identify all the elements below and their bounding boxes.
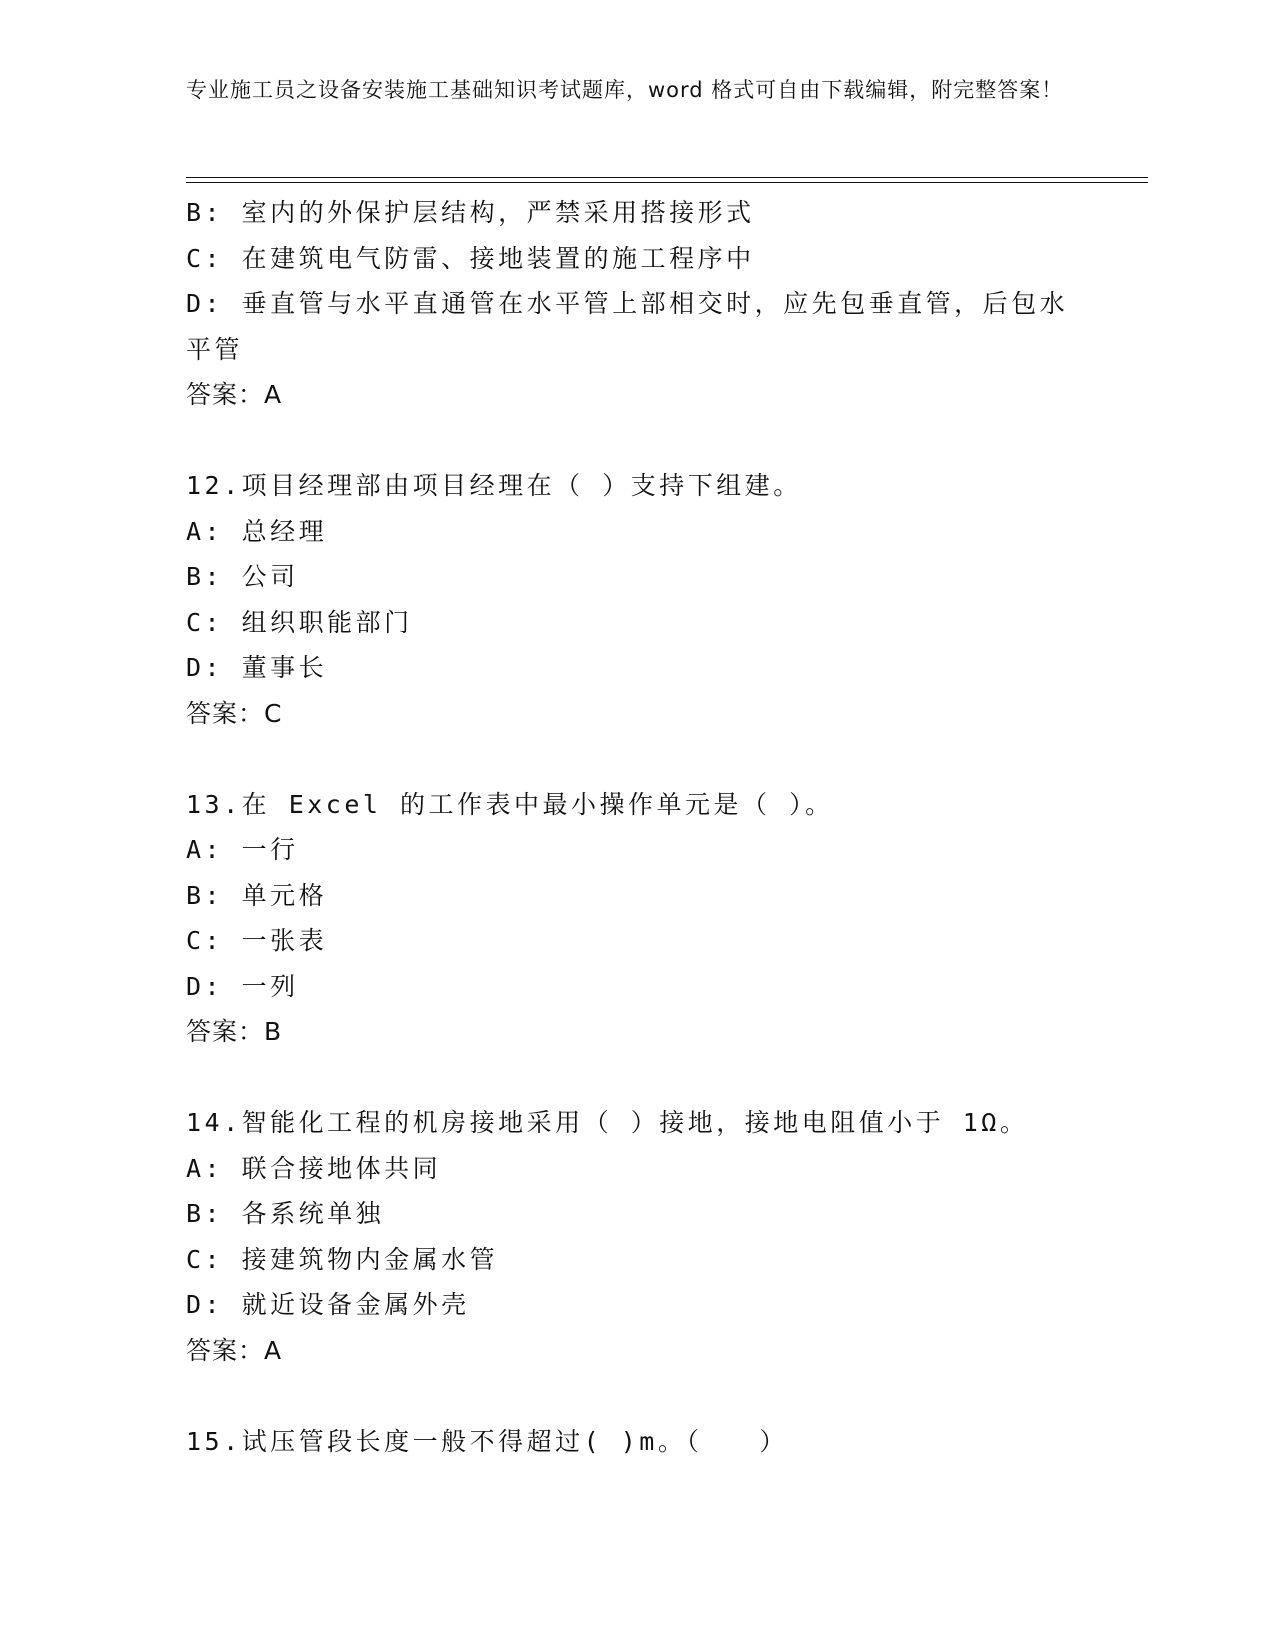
answer-line: 答案：A <box>186 380 283 409</box>
question-15 <box>186 1419 1096 1465</box>
option-a: A: 总经理 <box>186 516 328 546</box>
question-14 <box>186 1100 1096 1373</box>
option-b: B: 室内的外保护层结构，严禁采用搭接形式 <box>186 198 755 227</box>
answer-line: 答案：B <box>186 1017 283 1046</box>
document-header: 专业施工员之设备安装施工基础知识考试题库，word 格式可自由下载编辑，附完整答案！ <box>186 78 1064 102</box>
question-stem: 13.在 Excel 的工作表中最小操作单元是（ ）。 <box>186 789 834 819</box>
option-d: D: 一列 <box>186 971 299 1001</box>
option-a: A: 一行 <box>186 835 299 864</box>
spacer <box>186 1373 1096 1419</box>
option-c: C: 一张表 <box>186 926 328 955</box>
option-b: B: 单元格 <box>186 880 328 910</box>
spacer <box>186 1055 1096 1101</box>
option-a: A: 联合接地体共同 <box>186 1153 442 1183</box>
question-13 <box>186 782 1096 1055</box>
header-divider-top <box>186 177 1148 178</box>
option-d: D: 就近设备金属外壳 <box>186 1290 470 1319</box>
option-c: C: 组织职能部门 <box>186 607 413 637</box>
answer-line: 答案：A <box>186 1335 283 1365</box>
question-stem: 15.试压管段长度一般不得超过( )m。（ ） <box>186 1426 788 1456</box>
question-stem: 12.项目经理部由项目经理在（ ）支持下组建。 <box>186 471 802 500</box>
option-d: D: 董事长 <box>186 653 328 682</box>
question-list <box>186 190 1096 1464</box>
answer-line: 答案：C <box>186 698 283 728</box>
spacer <box>186 418 1096 464</box>
option-d: D: 垂直管与水平直通管在水平管上部相交时，应先包垂直管，后包水平管 <box>186 289 1069 364</box>
option-c: C: 接建筑物内金属水管 <box>186 1244 499 1274</box>
header-divider-bottom <box>186 182 1148 183</box>
option-b: B: 公司 <box>186 562 299 591</box>
question-stem: 14.智能化工程的机房接地采用（ ）接地，接地电阻值小于 1Ω。 <box>186 1108 1029 1137</box>
option-b: B: 各系统单独 <box>186 1199 385 1228</box>
question-12 <box>186 463 1096 736</box>
spacer <box>186 736 1096 782</box>
option-c: C: 在建筑电气防雷、接地装置的施工程序中 <box>186 243 755 273</box>
question-11-continued <box>186 190 1096 418</box>
